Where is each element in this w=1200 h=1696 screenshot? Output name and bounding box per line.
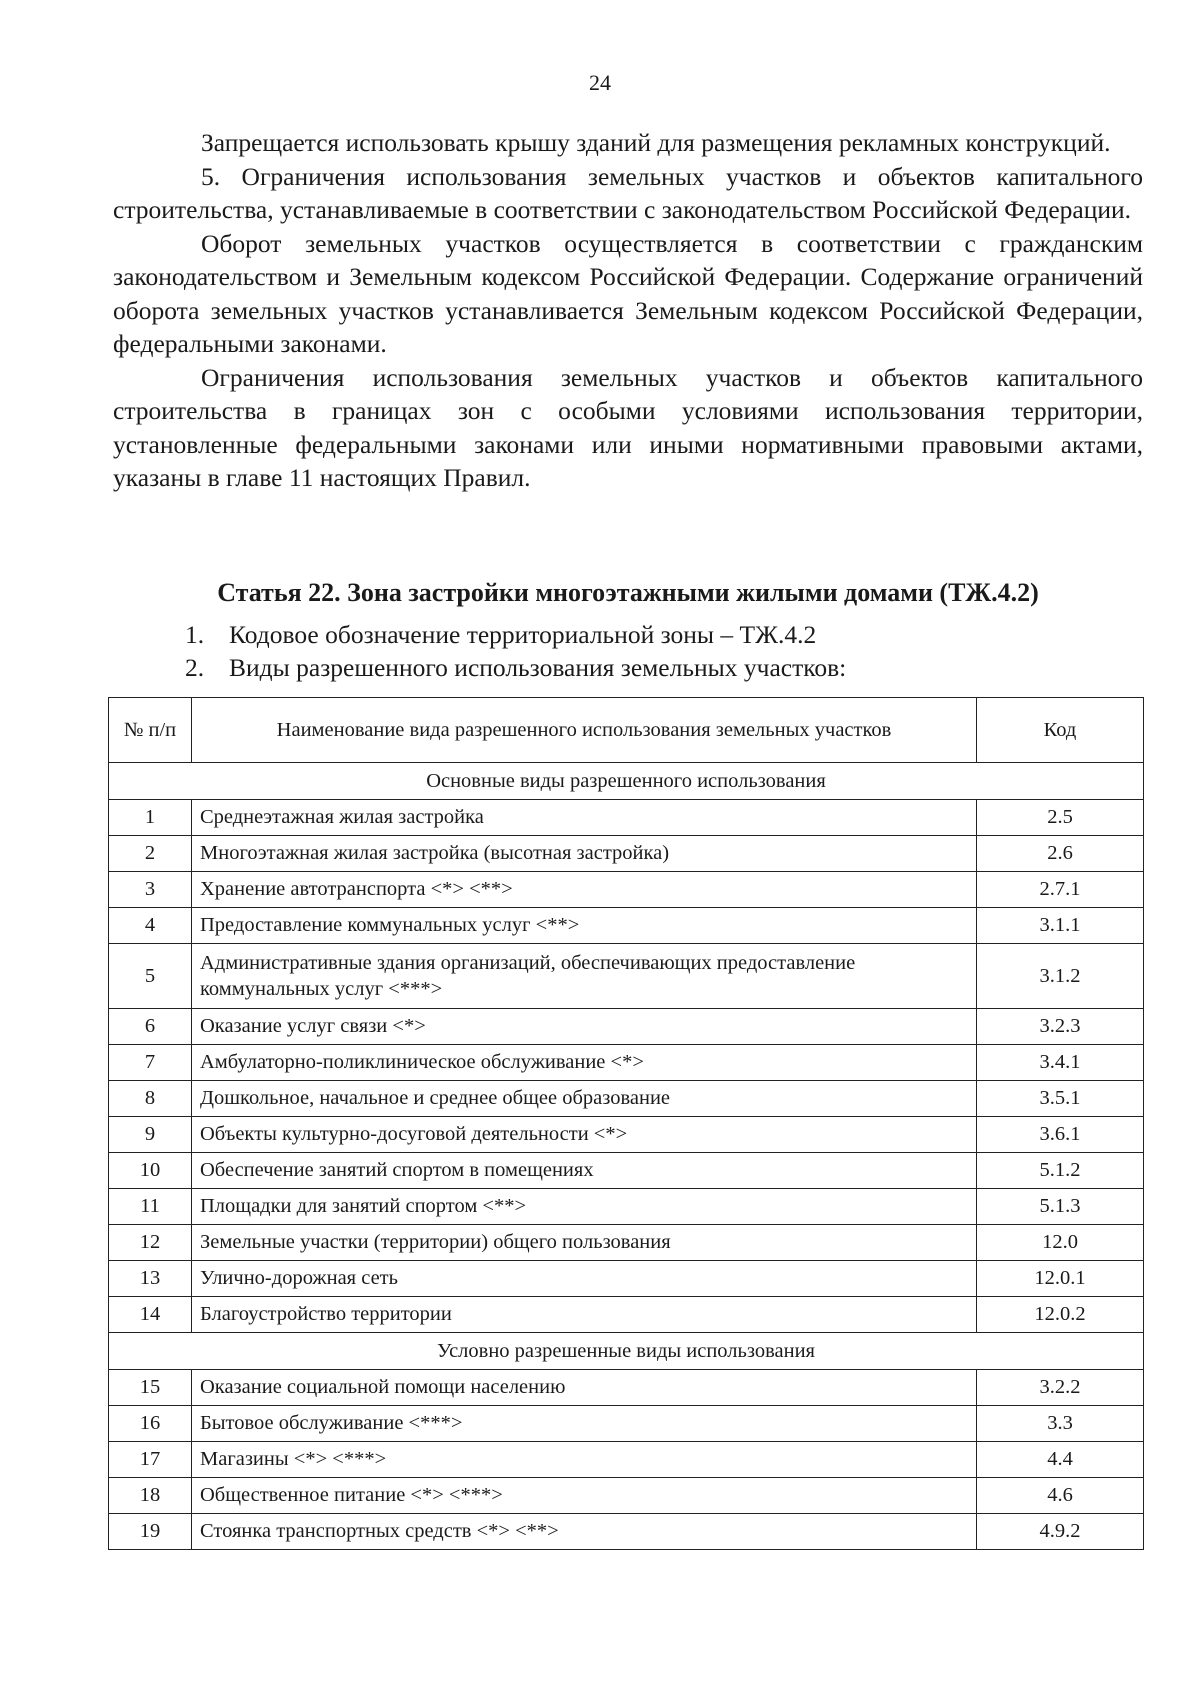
header-use-name: Наименование вида разрешенного использования земельных участков bbox=[192, 698, 977, 763]
article-title: Статья 22. Зона застройки многоэтажными жилыми домами (ТЖ.4.2) bbox=[217, 578, 1039, 607]
row-use-name: Среднеэтажная жилая застройка bbox=[192, 800, 977, 836]
row-number: 18 bbox=[109, 1478, 192, 1514]
page-number: 24 bbox=[589, 70, 611, 95]
table-row bbox=[109, 1009, 1144, 1045]
table-row bbox=[109, 836, 1144, 872]
row-code: 3.6.1 bbox=[977, 1117, 1144, 1153]
row-use-name: Земельные участки (территории) общего пользования bbox=[192, 1225, 977, 1261]
row-number: 13 bbox=[109, 1261, 192, 1297]
table-row bbox=[109, 872, 1144, 908]
row-code: 4.4 bbox=[977, 1442, 1144, 1478]
table-row bbox=[109, 1225, 1144, 1261]
row-code: 3.1.2 bbox=[977, 944, 1144, 1009]
permitted-uses-table bbox=[108, 697, 1144, 1550]
row-code: 4.9.2 bbox=[977, 1514, 1144, 1550]
row-number: 3 bbox=[109, 872, 192, 908]
table-row bbox=[109, 1261, 1144, 1297]
row-use-name: Площадки для занятий спортом <**> bbox=[192, 1189, 977, 1225]
list-item bbox=[185, 618, 846, 651]
row-number: 11 bbox=[109, 1189, 192, 1225]
row-number: 8 bbox=[109, 1081, 192, 1117]
row-use-name: Улично-дорожная сеть bbox=[192, 1261, 977, 1297]
table-row bbox=[109, 1370, 1144, 1406]
row-number: 5 bbox=[109, 944, 192, 1009]
row-use-name: Общественное питание <*> <***> bbox=[192, 1478, 977, 1514]
row-code: 3.5.1 bbox=[977, 1081, 1144, 1117]
row-code: 3.1.1 bbox=[977, 908, 1144, 944]
row-number: 12 bbox=[109, 1225, 192, 1261]
row-number: 9 bbox=[109, 1117, 192, 1153]
row-number: 15 bbox=[109, 1370, 192, 1406]
zone-list bbox=[185, 618, 846, 684]
header-code: Код bbox=[977, 698, 1144, 763]
row-use-name: Хранение автотранспорта <*> <**> bbox=[192, 872, 977, 908]
row-use-name: Бытовое обслуживание <***> bbox=[192, 1406, 977, 1442]
row-code: 5.1.3 bbox=[977, 1189, 1144, 1225]
table-row bbox=[109, 1297, 1144, 1333]
row-number: 1 bbox=[109, 800, 192, 836]
row-use-name: Административные здания организаций, обеспечивающих предоставление коммунальных услуг <***> bbox=[192, 944, 977, 1009]
table-section-row bbox=[109, 763, 1144, 800]
row-number: 14 bbox=[109, 1297, 192, 1333]
table-row bbox=[109, 908, 1144, 944]
paragraph: Запрещается использовать крышу зданий для размещения рекламных конструкций. bbox=[201, 128, 1111, 157]
table-section-row bbox=[109, 1333, 1144, 1370]
row-code: 3.4.1 bbox=[977, 1045, 1144, 1081]
row-code: 3.3 bbox=[977, 1406, 1144, 1442]
table-body bbox=[109, 763, 1144, 1550]
list-item-text: Кодовое обозначение территориальной зоны – ТЖ.4.2 bbox=[229, 620, 817, 649]
row-number: 16 bbox=[109, 1406, 192, 1442]
table-row bbox=[109, 1189, 1144, 1225]
paragraph: Оборот земельных участков осуществляется в соответствии с гражданским законодательством и Земельным кодексом Российской Федерации. Содержание ограничений оборота земельных участков устанавливается Земельным кодексом Российской Федерации, федеральными законами. bbox=[113, 228, 1143, 358]
row-use-name: Многоэтажная жилая застройка (высотная застройка) bbox=[192, 836, 977, 872]
table-row bbox=[109, 1153, 1144, 1189]
row-use-name: Амбулаторно-поликлиническое обслуживание <*> bbox=[192, 1045, 977, 1081]
row-code: 12.0.2 bbox=[977, 1297, 1144, 1333]
row-number: 19 bbox=[109, 1514, 192, 1550]
table-row bbox=[109, 1406, 1144, 1442]
section-title: Условно разрешенные виды использования bbox=[109, 1333, 1144, 1370]
row-code: 12.0 bbox=[977, 1225, 1144, 1261]
list-item-number: 1. bbox=[185, 620, 205, 649]
paragraph: 5. Ограничения использования земельных участков и объектов капитального строительства, устанавливаемые в соответствии с законодательством Российской Федерации. bbox=[113, 161, 1143, 224]
row-code: 12.0.1 bbox=[977, 1261, 1144, 1297]
table-row bbox=[109, 1478, 1144, 1514]
paragraph: Ограничения использования земельных участков и объектов капитального строительства в границах зон с особыми условиями использования территории, установленные федеральными законами или иными нормативными правовыми актами, указаны в главе 11 настоящих Правил. bbox=[113, 362, 1143, 492]
table-row bbox=[109, 1081, 1144, 1117]
row-use-name: Благоустройство территории bbox=[192, 1297, 977, 1333]
table-header-row bbox=[109, 698, 1144, 763]
row-use-name: Дошкольное, начальное и среднее общее образование bbox=[192, 1081, 977, 1117]
row-code: 2.6 bbox=[977, 836, 1144, 872]
row-code: 5.1.2 bbox=[977, 1153, 1144, 1189]
table-row bbox=[109, 1514, 1144, 1550]
row-use-name: Магазины <*> <***> bbox=[192, 1442, 977, 1478]
row-number: 10 bbox=[109, 1153, 192, 1189]
row-code: 4.6 bbox=[977, 1478, 1144, 1514]
row-number: 6 bbox=[109, 1009, 192, 1045]
row-use-name: Объекты культурно-досуговой деятельности <*> bbox=[192, 1117, 977, 1153]
table-row bbox=[109, 944, 1144, 1009]
row-code: 3.2.2 bbox=[977, 1370, 1144, 1406]
table-row bbox=[109, 800, 1144, 836]
table-row bbox=[109, 1045, 1144, 1081]
table-row bbox=[109, 1442, 1144, 1478]
list-item bbox=[185, 651, 846, 684]
list-item-number: 2. bbox=[185, 653, 205, 682]
header-number: № п/п bbox=[109, 698, 192, 763]
row-code: 3.2.3 bbox=[977, 1009, 1144, 1045]
row-number: 4 bbox=[109, 908, 192, 944]
row-code: 2.5 bbox=[977, 800, 1144, 836]
row-use-name: Оказание социальной помощи населению bbox=[192, 1370, 977, 1406]
row-use-name: Предоставление коммунальных услуг <**> bbox=[192, 908, 977, 944]
row-code: 2.7.1 bbox=[977, 872, 1144, 908]
list-item-text: Виды разрешенного использования земельных участков: bbox=[229, 653, 847, 682]
row-use-name: Стоянка транспортных средств <*> <**> bbox=[192, 1514, 977, 1550]
row-number: 17 bbox=[109, 1442, 192, 1478]
row-number: 2 bbox=[109, 836, 192, 872]
table-row bbox=[109, 1117, 1144, 1153]
body-text bbox=[113, 126, 1143, 495]
row-number: 7 bbox=[109, 1045, 192, 1081]
section-title: Основные виды разрешенного использования bbox=[109, 763, 1144, 800]
row-use-name: Оказание услуг связи <*> bbox=[192, 1009, 977, 1045]
row-use-name: Обеспечение занятий спортом в помещениях bbox=[192, 1153, 977, 1189]
